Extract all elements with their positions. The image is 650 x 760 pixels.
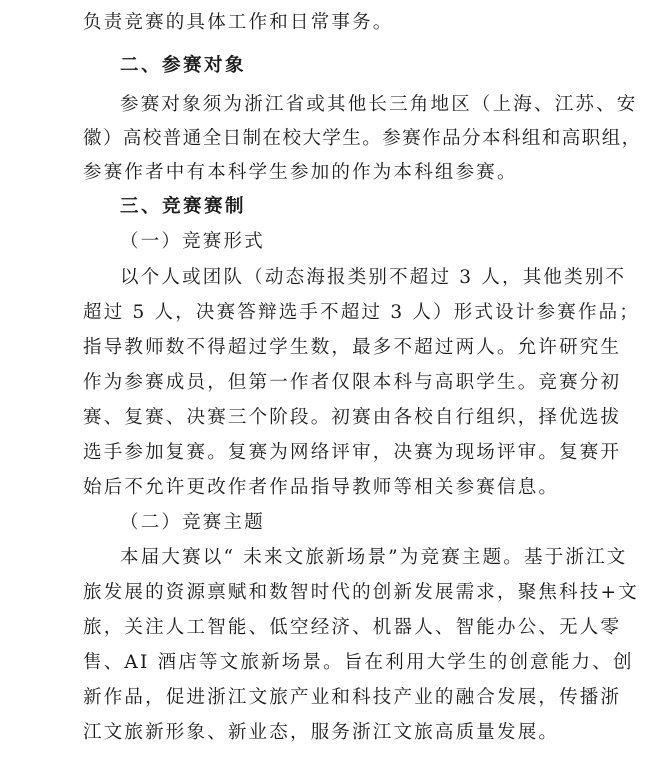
paragraph-line: 徽）高校普通全日制在校大学生。参赛作品分本科组和高职组， <box>83 128 642 149</box>
paragraph-line: 超过 5 人，决赛答辩选手不超过 3 人）形式设计参赛作品； <box>83 302 641 323</box>
paragraph-line: 赛、复赛、决赛三个阶段。初赛由各校自行组织，择优选拔 <box>83 407 622 428</box>
subsection-heading: （二）竞赛主题 <box>120 512 265 533</box>
paragraph-line: 选手参加复赛。复赛为网络评审，决赛为现场评审。复赛开 <box>83 442 622 463</box>
paragraph-line: 参赛对象须为浙江省或其他长三角地区（上海、江苏、安 <box>120 94 638 115</box>
paragraph-line: 指导教师数不得超过学生数，最多不超过两人。允许研究生 <box>83 337 622 358</box>
section-heading: 二、参赛对象 <box>120 55 247 76</box>
paragraph-line: 旅发展的资源禀赋和数智时代的创新发展需求，聚焦科技+文 <box>83 582 639 603</box>
paragraph-line: 旅，关注人工智能、低空经济、机器人、智能办公、无人零 <box>83 617 622 638</box>
paragraph-line: 江文旅新形象、新业态，服务浙江文旅高质量发展。 <box>83 722 560 743</box>
paragraph-line: 参赛作者中有本科学生参加的作为本科组参赛。 <box>83 162 518 183</box>
paragraph-line: 始后不允许更改作者作品指导教师等相关参赛信息。 <box>83 477 560 498</box>
paragraph-line: 作为参赛成员，但第一作者仅限本科与高职学生。竞赛分初 <box>83 372 622 393</box>
paragraph-line: 以个人或团队（动态海报类别不超过 3 人，其他类别不 <box>120 267 627 288</box>
paragraph-line: 新作品，促进浙江文旅产业和科技产业的融合发展，传播浙 <box>83 687 622 708</box>
paragraph-line: 售、AI 酒店等文旅新场景。旨在利用大学生的创意能力、创 <box>83 652 634 673</box>
subsection-heading: （一）竞赛形式 <box>120 231 265 252</box>
paragraph-line: 本届大赛以“ 未来文旅新场景”为竞赛主题。基于浙江文 <box>120 547 628 568</box>
paragraph-line: 负责竞赛的具体工作和日常事务。 <box>83 12 394 33</box>
section-heading: 三、竞赛赛制 <box>120 196 247 217</box>
